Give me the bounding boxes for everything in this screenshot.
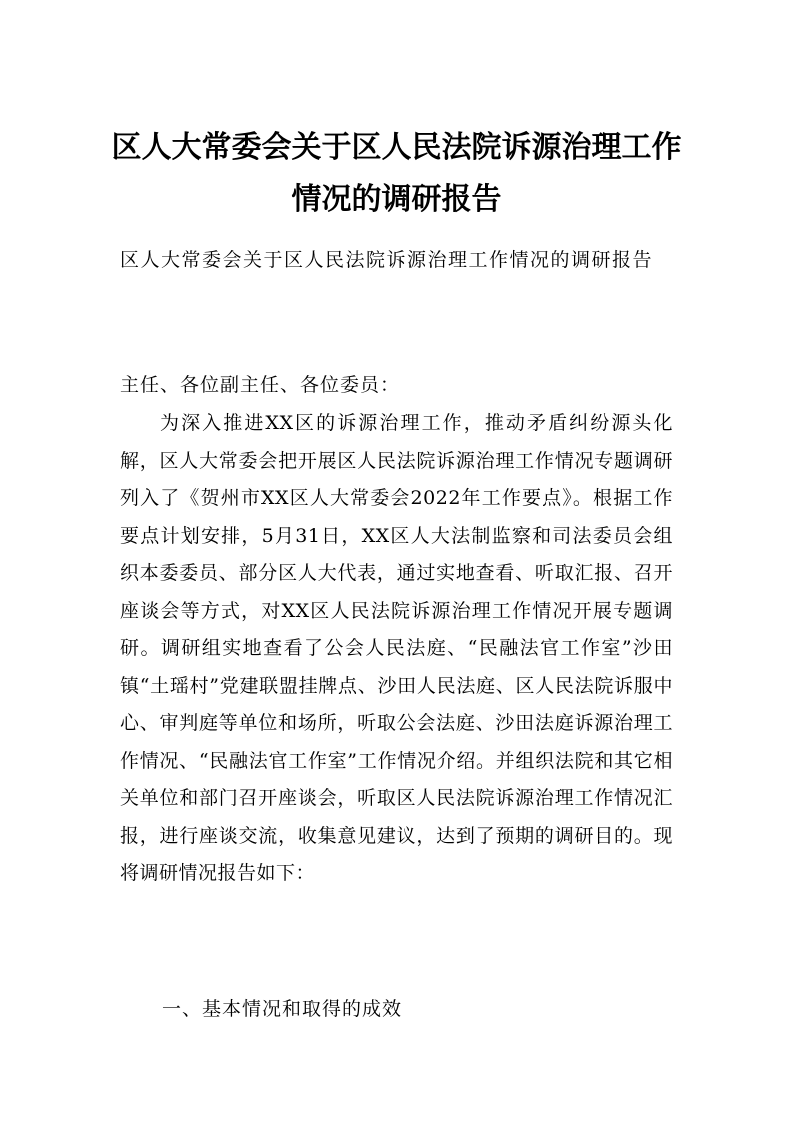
section-heading: 一、基本情况和取得的成效: [162, 998, 403, 1020]
document-subtitle: 区人大常委会关于区人民法院诉源治理工作情况的调研报告: [120, 249, 654, 271]
intro-paragraph: 为深入推进XX区的诉源治理工作，推动矛盾纠纷源头化解，区人大常委会把开展区人民法院诉源治理工作情况专题调研列入了《贺州市XX区人大常委会2022年工作要点》。根据工作要点计划安排，5月31日，XX区人大法制监察和司法委员会组织本委委员、部分区人大代表，通过实地查看、听取汇报、召开座谈会等方式，对XX区人民法院诉源治理工作情况开展专题调研。调研组实地查看了公会人民法庭、“民融法官工作室”沙田镇“土瑶村”党建联盟挂牌点、沙田人民法庭、区人民法院诉服中心、审判庭等单位和场所，听取公会法庭、沙田法庭诉源治理工作情况、“民融法官工作室”工作情况介绍。并组织法院和其它相关单位和部门召开座谈会，听取区人民法院诉源治理工作情况汇报，进行座谈交流，收集意见建议，达到了预期的调研目的。现将调研情况报告如下：: [120, 412, 673, 884]
document-title: 区人大常委会关于区人民法院诉源治理工作情况的调研报告: [111, 130, 682, 217]
salutation: 主任、各位副主任、各位委员：: [120, 374, 401, 396]
